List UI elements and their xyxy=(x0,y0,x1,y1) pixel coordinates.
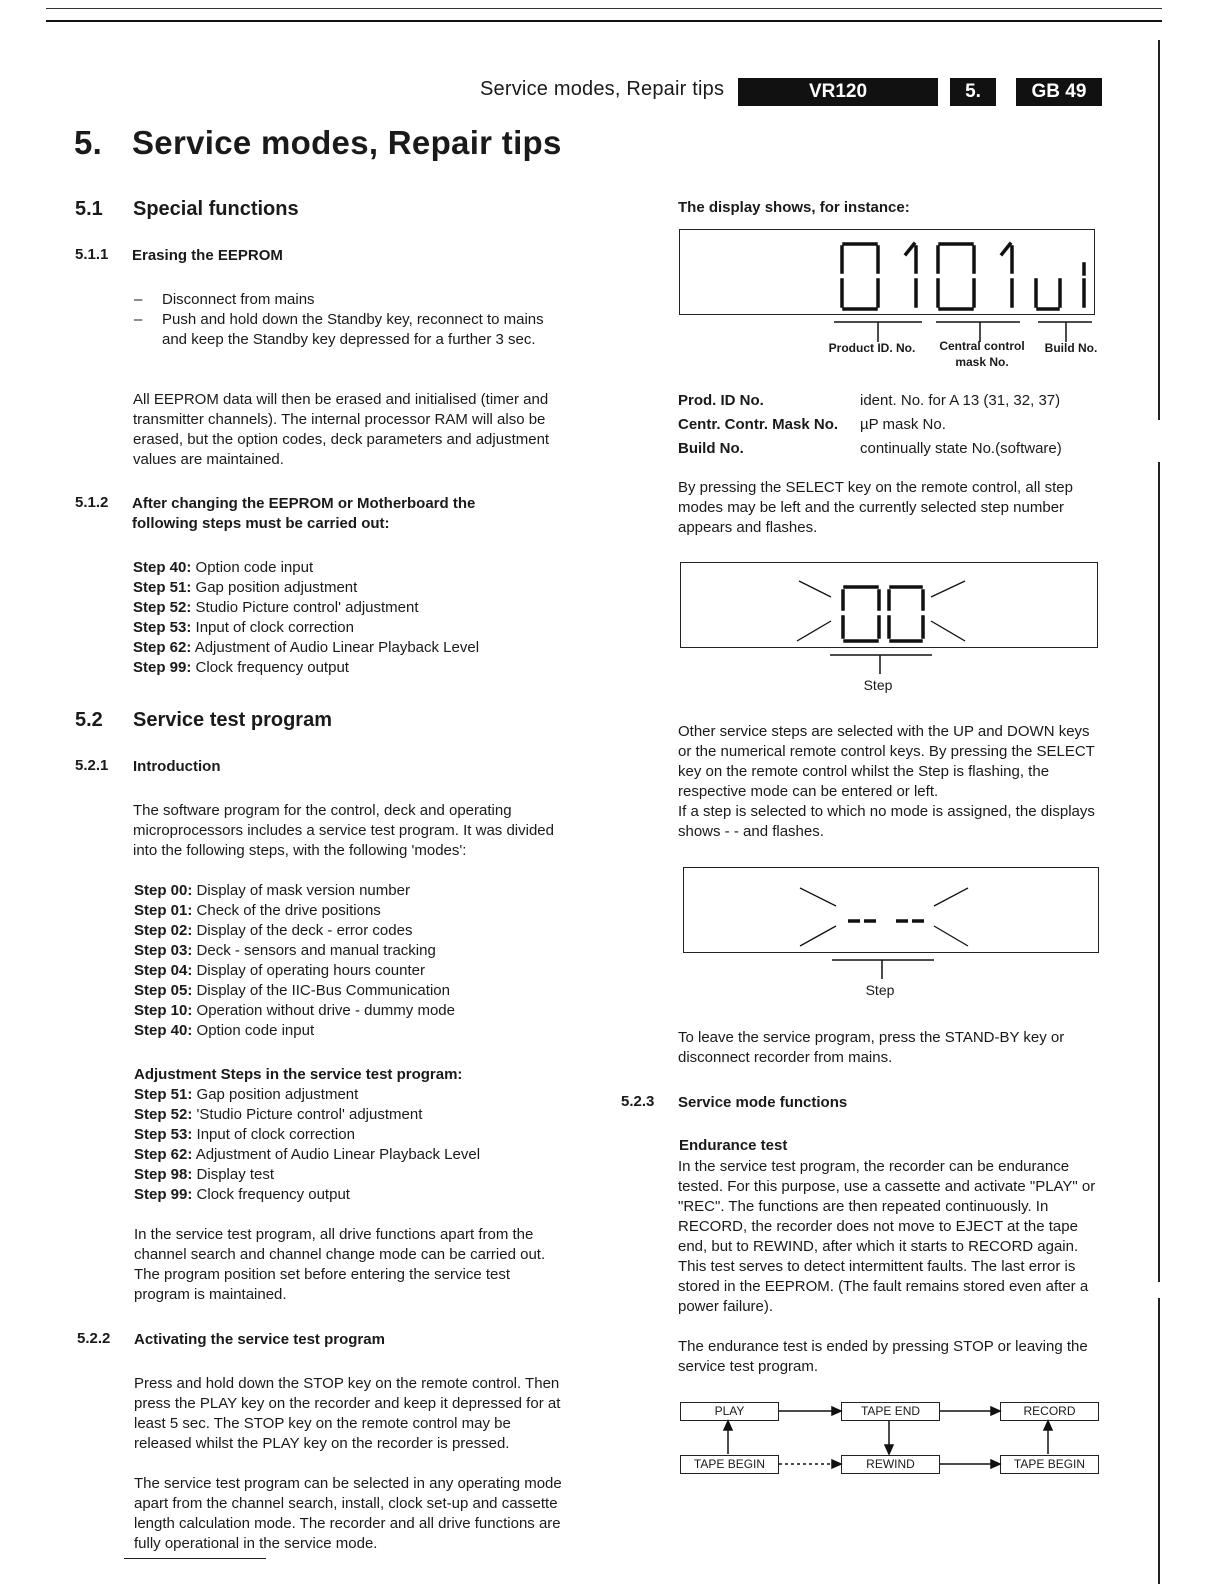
step-text: Operation without drive - dummy mode xyxy=(192,1002,455,1019)
list-item xyxy=(134,1021,455,1041)
list-item xyxy=(133,598,479,618)
motherboard-steps-list xyxy=(133,558,479,678)
unassigned-step-paragraph: If a step is selected to which no mode is assigned, the displays shows - - and flashes. xyxy=(678,803,1095,840)
step-text: Gap position adjustment xyxy=(192,1086,359,1103)
step-text: 'Studio Picture control' adjustment xyxy=(192,1106,423,1123)
section-number: 5.2.3 xyxy=(621,1093,655,1110)
list-item xyxy=(133,638,479,658)
step-label-bracket xyxy=(820,652,940,676)
flow-record: RECORD xyxy=(1000,1402,1099,1421)
list-item xyxy=(133,658,479,678)
eeprom-paragraph: All EEPROM data will then be erased and initialised (timer and transmitter channels). The internal processor RAM will also be erased, but the option codes, deck parameters and adjustment values are maintained. xyxy=(133,391,550,468)
step-text: Deck - sensors and manual tracking xyxy=(192,942,436,959)
section-5-1-2-heading xyxy=(75,494,555,534)
spec-row xyxy=(678,389,1118,413)
step-label: Step 00: xyxy=(134,882,193,899)
chapter-number: 5. xyxy=(74,124,103,161)
activation-paragraph-2: The service test program can be selected in any operating mode apart from the channel search, install, clock set-up and cassette length calculation mode. The recorder and all drive functions are fully operational in the service mode. xyxy=(134,1475,562,1552)
step-digits-00 xyxy=(681,563,1097,647)
step-text: Display of the IIC-Bus Communication xyxy=(192,982,450,999)
header-page-badge: GB 49 xyxy=(1016,78,1102,106)
label-central-control: Central control xyxy=(939,339,1025,353)
bullet-dash: – xyxy=(134,291,143,308)
adjustment-steps-list xyxy=(134,1085,480,1205)
header-model-badge: VR120 xyxy=(738,78,938,106)
flow-play: PLAY xyxy=(680,1402,779,1421)
section-title: Erasing the EEPROM xyxy=(132,247,283,264)
step-label: Step 53: xyxy=(134,1126,193,1143)
lcd-step-label-2: Step xyxy=(865,982,895,998)
list-item xyxy=(134,921,455,941)
step-dashes xyxy=(684,868,1098,952)
section-title-line: following steps must be carried out: xyxy=(132,515,390,532)
step-label: Step 02: xyxy=(134,922,193,939)
section-number: 5.2.2 xyxy=(77,1330,111,1347)
step-label: Step 51: xyxy=(133,579,192,596)
spec-value: continually state No.(software) xyxy=(860,440,1062,457)
header-section-title: Service modes, Repair tips xyxy=(480,78,725,100)
header-chapter-badge: 5. xyxy=(950,78,996,106)
section-5-1-1-heading xyxy=(75,246,555,266)
list-item xyxy=(134,290,564,310)
footnote-rule xyxy=(124,1558,266,1559)
step-text: Clock frequency output xyxy=(191,659,349,676)
intro-paragraph: The software program for the control, deck and operating microprocessors includes a service test program. It was divided into the following steps, with the following 'modes': xyxy=(133,802,554,859)
step-text: Option code input xyxy=(192,1022,315,1039)
section-number: 5.2.1 xyxy=(75,757,109,774)
step-text: Clock frequency output xyxy=(192,1186,350,1203)
step-label: Step 40: xyxy=(134,1022,193,1039)
activation-paragraph: Press and hold down the STOP key on the remote control. Then press the PLAY key on the recorder and keep it depressed for at least 5 sec. The STOP key on the remote control may be released whilst the PLAY key on the recorder is pressed. xyxy=(134,1375,561,1452)
endurance-end-paragraph: The endurance test is ended by pressing STOP or leaving the service test program. xyxy=(678,1338,1088,1375)
step-text: Input of clock correction xyxy=(191,619,354,636)
flow-tape-begin-2: TAPE BEGIN xyxy=(1000,1455,1099,1474)
eeprom-bullet-list xyxy=(134,290,564,350)
service-steps-list xyxy=(134,881,455,1041)
step-label-bracket xyxy=(822,957,942,981)
step-label: Step 53: xyxy=(133,619,192,636)
step-label: Step 62: xyxy=(133,639,192,656)
step-label: Step 40: xyxy=(133,559,192,576)
section-title: Activating the service test program xyxy=(134,1331,385,1348)
list-item xyxy=(134,961,455,981)
spec-row xyxy=(678,437,1118,461)
step-label: Step 01: xyxy=(134,902,193,919)
section-5-2-3-heading xyxy=(621,1093,1101,1113)
endurance-test-title: Endurance test xyxy=(679,1137,788,1154)
chapter-title-text: Service modes, Repair tips xyxy=(132,124,562,161)
flow-arrows xyxy=(676,1396,1106,1480)
bullet-text: Disconnect from mains xyxy=(162,291,315,308)
step-label: Step 52: xyxy=(133,599,192,616)
spec-key: Centr. Contr. Mask No. xyxy=(678,416,839,433)
select-paragraph: By pressing the SELECT key on the remote control, all step modes may be left and the currently selected step number appears and flashes. xyxy=(678,479,1073,536)
seven-segment-digits xyxy=(680,230,1094,314)
lcd-step-label: Step xyxy=(863,677,893,693)
step-text: Studio Picture control' adjustment xyxy=(191,599,419,616)
section-number: 5.1.2 xyxy=(75,494,109,511)
other-steps-paragraph: Other service steps are selected with the UP and DOWN keys or the numerical remote control keys. By pressing the SELECT key on the remote control whilst the Step is flashing, the respective mode can be entered or left. xyxy=(678,723,1095,800)
section-title: Introduction xyxy=(133,758,221,775)
list-item xyxy=(134,1185,480,1205)
margin-line xyxy=(1158,462,1160,1282)
step-label: Step 62: xyxy=(134,1146,193,1163)
section-5-2-2-heading xyxy=(77,1330,557,1350)
step-text: Adjustment of Audio Linear Playback Level xyxy=(192,1146,481,1163)
step-label: Step 99: xyxy=(134,1186,193,1203)
label-mask-no: mask No. xyxy=(955,355,1009,369)
spec-value: µP mask No. xyxy=(860,416,946,433)
bullet-dash: – xyxy=(134,311,143,328)
list-item xyxy=(134,881,455,901)
lcd-step-display xyxy=(680,562,1098,648)
bullet-text: Push and hold down the Standby key, reconnect to mains and keep the Standby key depressed for a further 3 sec. xyxy=(162,311,544,348)
section-number: 5.1.1 xyxy=(75,246,109,263)
flow-tape-begin-1: TAPE BEGIN xyxy=(680,1455,779,1474)
step-text: Check of the drive positions xyxy=(192,902,381,919)
step-text: Display of mask version number xyxy=(192,882,410,899)
list-item xyxy=(134,901,455,921)
margin-line xyxy=(1158,40,1160,420)
step-text: Option code input xyxy=(191,559,314,576)
section-number: 5.2 xyxy=(75,709,103,731)
step-label: Step 52: xyxy=(134,1106,193,1123)
top-rule xyxy=(46,8,1162,9)
section-title: Service test program xyxy=(133,709,332,731)
section-5-1-heading xyxy=(75,198,475,224)
chapter-title xyxy=(74,124,562,162)
section-title: Special functions xyxy=(133,198,299,220)
list-item xyxy=(134,1145,480,1165)
section-5-2-heading xyxy=(75,709,475,735)
display-intro: The display shows, for instance: xyxy=(678,199,910,216)
list-item xyxy=(134,1001,455,1021)
section-title-line: After changing the EEPROM or Motherboard the xyxy=(132,495,476,512)
step-text: Gap position adjustment xyxy=(191,579,358,596)
lcd-display-example xyxy=(679,229,1095,315)
section-number: 5.1 xyxy=(75,198,103,220)
adjustment-steps-title: Adjustment Steps in the service test program: xyxy=(134,1066,463,1083)
step-text: Adjustment of Audio Linear Playback Level xyxy=(191,639,480,656)
list-item xyxy=(134,1105,480,1125)
leave-program-paragraph: To leave the service program, press the STAND-BY key or disconnect recorder from mains. xyxy=(678,1029,1065,1066)
lcd-dash-display xyxy=(683,867,1099,953)
flow-rewind: REWIND xyxy=(841,1455,940,1474)
list-item xyxy=(134,981,455,1001)
flow-tape-end: TAPE END xyxy=(841,1402,940,1421)
list-item xyxy=(133,558,479,578)
list-item xyxy=(133,618,479,638)
step-text: Input of clock correction xyxy=(192,1126,355,1143)
list-item xyxy=(133,578,479,598)
list-item xyxy=(134,1085,480,1105)
endurance-test-paragraph: In the service test program, the recorder can be endurance tested. For this purpose, use a cassette and activate "PLAY" or "REC". The functions are then repeated continuously. In RECORD, the recorder does not move to EJECT at the tape end, but to REWIND, after which it starts to RECORD again. This test serves to detect intermittent faults. The last error is stored in the EEPROM. (The fault remains stored even after a power failure). xyxy=(678,1158,1096,1315)
step-text: Display test xyxy=(192,1166,275,1183)
label-build-no: Build No. xyxy=(1044,341,1098,355)
list-item xyxy=(134,1125,480,1145)
spec-key: Prod. ID No. xyxy=(678,392,764,409)
list-item xyxy=(134,1165,480,1185)
list-item xyxy=(134,310,564,350)
spec-value: ident. No. for A 13 (31, 32, 37) xyxy=(860,392,1061,409)
list-item xyxy=(134,941,455,961)
section-5-2-1-heading xyxy=(75,757,555,777)
step-label: Step 98: xyxy=(134,1166,193,1183)
label-product-id: Product ID. No. xyxy=(828,341,916,355)
top-rule-thick xyxy=(46,20,1162,22)
step-label: Step 99: xyxy=(133,659,192,676)
margin-line xyxy=(1158,1298,1160,1584)
step-text: Display of operating hours counter xyxy=(192,962,425,979)
step-text: Display of the deck - error codes xyxy=(192,922,413,939)
step-label: Step 10: xyxy=(134,1002,193,1019)
step-label: Step 51: xyxy=(134,1086,193,1103)
spec-key: Build No. xyxy=(678,440,744,457)
section-title: Service mode functions xyxy=(678,1094,848,1111)
step-label: Step 05: xyxy=(134,982,193,999)
spec-row xyxy=(678,413,1118,437)
step-label: Step 04: xyxy=(134,962,193,979)
step-label: Step 03: xyxy=(134,942,193,959)
drive-functions-paragraph: In the service test program, all drive functions apart from the channel search and channel change mode can be carried out. The program position set before entering the service test program is maintained. xyxy=(134,1226,546,1303)
